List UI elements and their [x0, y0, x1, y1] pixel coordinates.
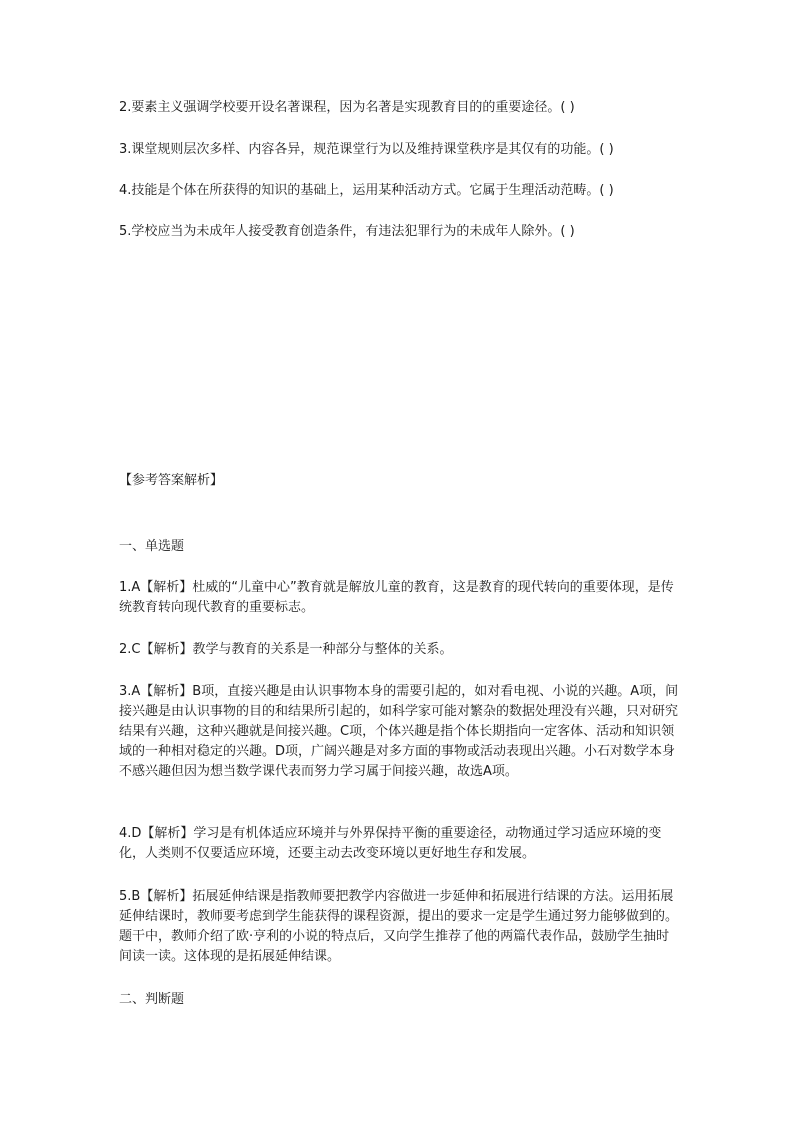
section-heading-judgment: 二、判断题 [119, 992, 185, 1007]
judgment-question-2: 2.要素主义强调学校要开设名著课程，因为名著是实现教育目的的重要途径。( ) [119, 100, 575, 115]
answer-item-4: 4.D【解析】学习是有机体适应环境并与外界保持平衡的重要途径，动物通过学习适应环境的变化，人类则不仅要适应环境，还要主动去改变环境以更好地生存和发展。 [119, 826, 662, 861]
answer-item-5: 5.B【解析】拓展延伸结课是指教师要把教学内容做进一步延伸和拓展进行结课的方法。运用拓展延伸结课时，教师要考虑到学生能获得的课程资源，提出的要求一定是学生通过努力能够做到的。题干中，教师介绍了欧·亨利的小说的特点后，又向学生推荐了他的两篇代表作品，鼓励学生抽时间读一读。这体现的是拓展延伸结课。 [119, 889, 679, 964]
judgment-question-5: 5.学校应当为未成年人接受教育创造条件，有违法犯罪行为的未成年人除外。( ) [119, 224, 575, 239]
answer-section-title: 【参考答案解析】 [119, 473, 224, 488]
answer-item-1: 1.A【解析】杜威的“儿童中心”教育就是解放儿童的教育，这是教育的现代转向的重要体现，是传统教育转向现代教育的重要标志。 [119, 580, 674, 615]
judgment-question-4: 4.技能是个体在所获得的知识的基础上，运用某种活动方式。它属于生理活动范畴。( ) [119, 183, 614, 198]
answer-item-2: 2.C【解析】教学与教育的关系是一种部分与整体的关系。 [119, 642, 453, 657]
answer-item-3: 3.A【解析】B项，直接兴趣是由认识事物本身的需要引起的，如对看电视、小说的兴趣。A项，间接兴趣是由认识事物的目的和结果所引起的，如科学家可能对繁杂的数据处理没有兴趣，只对研究结果有兴趣，这种兴趣就是间接兴趣。C项，个体兴趣是指个体长期指向一定客体、活动和知识领域的一种相对稳定的兴趣。D项，广阔兴趣是对多方面的事物或活动表现出兴趣。小石对数学本身不感兴趣但因为想当数学课代表而努力学习属于间接兴趣，故选A项。 [119, 684, 679, 779]
judgment-question-3: 3.课堂规则层次多样、内容各异，规范课堂行为以及维持课堂秩序是其仅有的功能。( ) [119, 142, 614, 157]
section-heading-single-choice: 一、单选题 [119, 539, 185, 554]
